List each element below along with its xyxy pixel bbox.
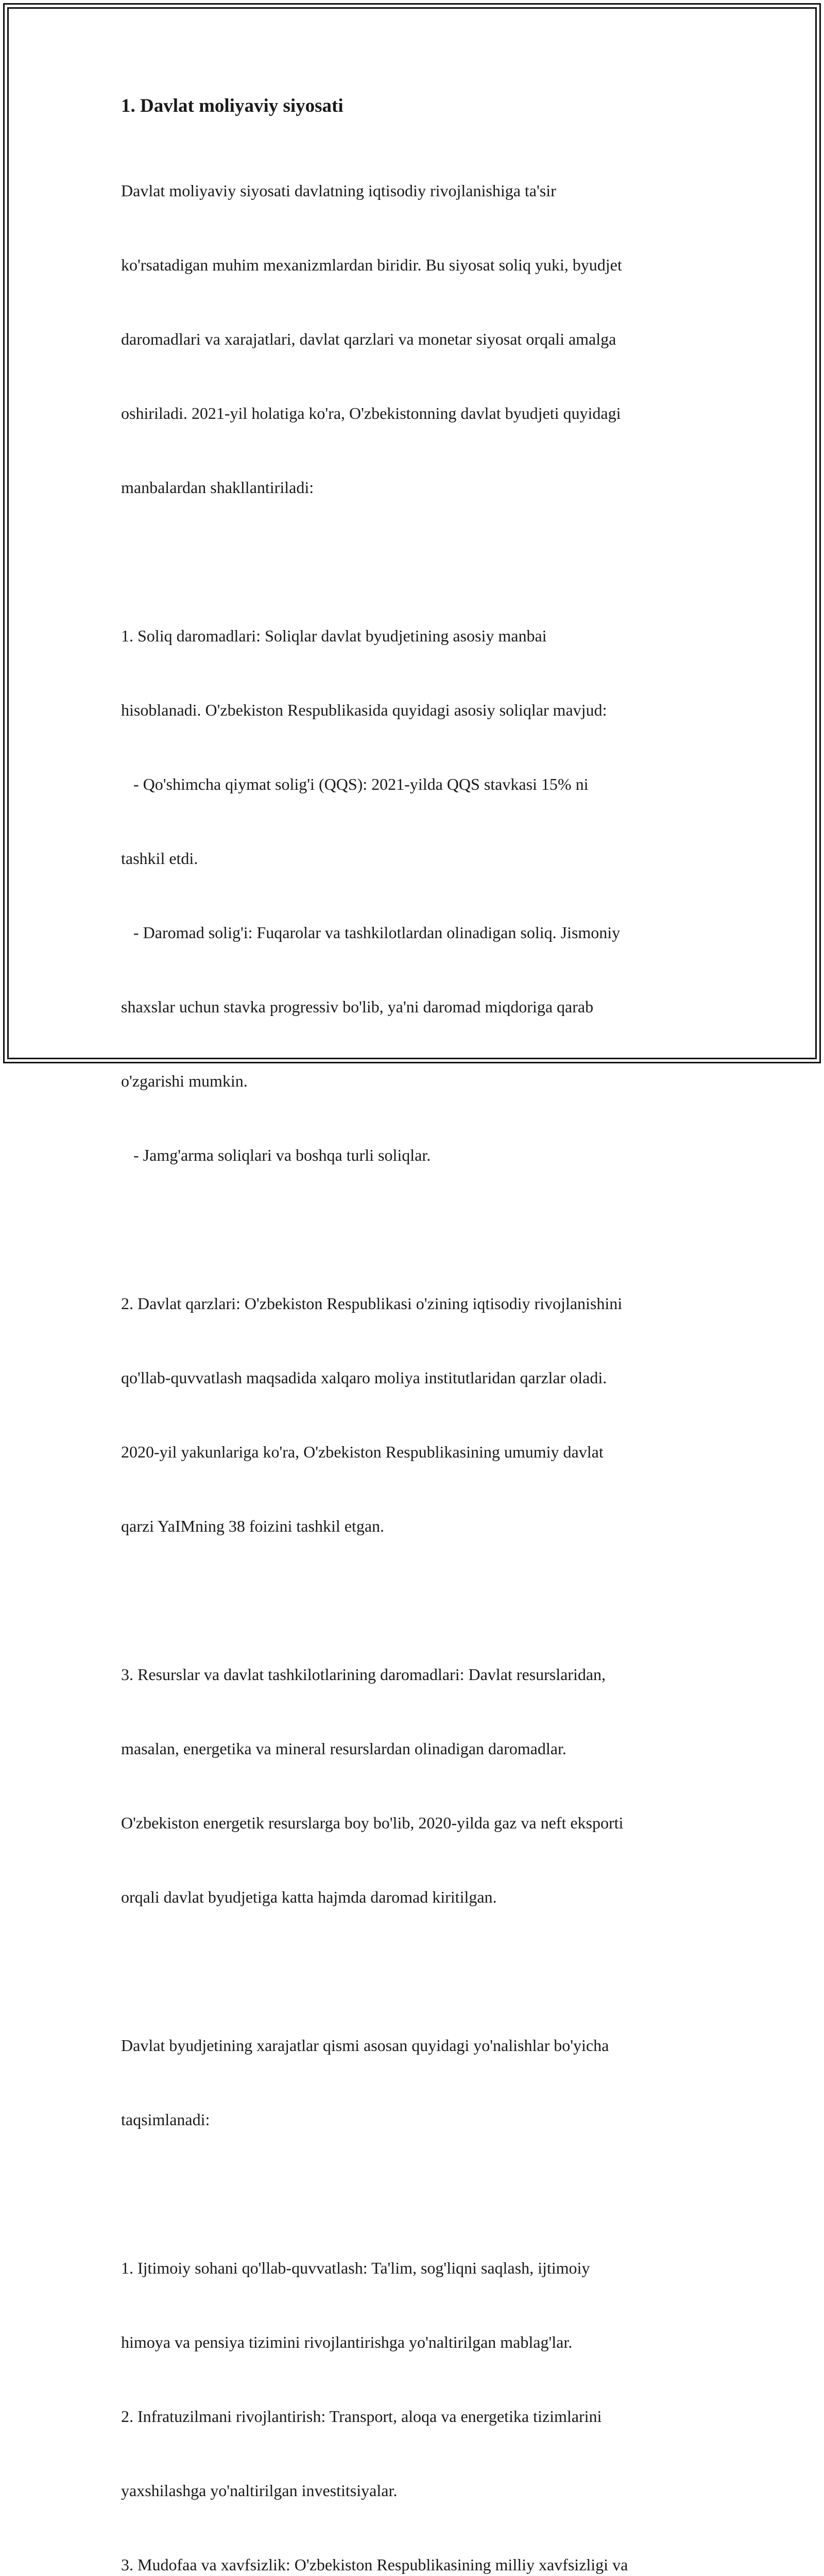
- text-line: [121, 1588, 718, 1613]
- document-body: [121, 95, 718, 2576]
- text-line: [121, 2181, 718, 2206]
- text-line: - Qo'shimcha qiymat solig'i (QQS): 2021-yilda QQS stavkasi 15% ni: [121, 775, 589, 794]
- text-line: - Daromad solig'i: Fuqarolar va tashkilotlardan olinadigan soliq. Jismoniy: [121, 923, 621, 942]
- document-text: [121, 129, 718, 2576]
- text-line: shaxslar uchun stavka progressiv bo'lib, ya'ni daromad miqdoriga qarab: [121, 997, 594, 1016]
- text-line: [121, 1217, 718, 1242]
- text-line: manbalardan shakllantiriladi:: [121, 478, 314, 497]
- text-line: [121, 1959, 718, 1984]
- text-line: ko'rsatadigan muhim mexanizmlardan biridir. Bu siyosat soliq yuki, byudjet: [121, 256, 622, 275]
- text-line: Davlat byudjetining xarajatlar qismi asosan quyidagi yo'nalishlar bo'yicha: [121, 2036, 609, 2055]
- text-line: himoya va pensiya tizimini rivojlantirishga yo'naltirilgan mablag'lar.: [121, 2333, 573, 2352]
- text-line: hisoblanadi. O'zbekiston Respublikasida quyidagi asosiy soliqlar mavjud:: [121, 701, 607, 720]
- text-line: 1. Ijtimoiy sohani qo'llab-quvvatlash: Ta'lim, sog'liqni saqlash, ijtimoiy: [121, 2259, 590, 2278]
- text-line: oshiriladi. 2021-yil holatiga ko'ra, O'zbekistonning davlat byudjeti quyidagi: [121, 404, 621, 423]
- text-line: 2. Davlat qarzlari: O'zbekiston Respublikasi o'zining iqtisodiy rivojlanishini: [121, 1294, 623, 1313]
- text-line: 3. Resurslar va davlat tashkilotlarining daromadlari: Davlat resurslaridan,: [121, 1665, 606, 1684]
- text-line: O'zbekiston energetik resurslarga boy bo'lib, 2020-yilda gaz va neft eksporti: [121, 1814, 624, 1833]
- text-line: taqsimlanadi:: [121, 2110, 210, 2129]
- text-line: qarzi YaIMning 38 foizini tashkil etgan.: [121, 1517, 385, 1536]
- text-line: 3. Mudofaa va xavfsizlik: O'zbekiston Respublikasining milliy xavfsizligi va: [121, 2555, 628, 2574]
- text-line: 2020-yil yakunlariga ko'ra, O'zbekiston Respublikasining umumiy davlat: [121, 1443, 604, 1462]
- text-line: Davlat moliyaviy siyosati davlatning iqtisodiy rivojlanishiga ta'sir: [121, 181, 556, 200]
- text-line: - Jamg'arma soliqlari va boshqa turli soliqlar.: [121, 1146, 431, 1165]
- text-line: [121, 549, 718, 574]
- document-title: 1. Davlat moliyaviy siyosati: [121, 95, 344, 116]
- text-line: daromadlari va xarajatlari, davlat qarzlari va monetar siyosat orqali amalga: [121, 330, 616, 349]
- text-line: yaxshilashga yo'naltirilgan investitsiyalar.: [121, 2481, 398, 2500]
- text-line: 2. Infratuzilmani rivojlantirish: Transport, aloqa va energetika tizimlarini: [121, 2407, 602, 2426]
- text-line: o'zgarishi mumkin.: [121, 1072, 248, 1091]
- text-line: 1. Soliq daromadlari: Soliqlar davlat byudjetining asosiy manbai: [121, 626, 547, 646]
- text-line: masalan, energetika va mineral resurslardan olinadigan daromadlar.: [121, 1739, 566, 1758]
- text-line: tashkil etdi.: [121, 849, 198, 868]
- text-line: qo'llab-quvvatlash maqsadida xalqaro moliya institutlaridan qarzlar oladi.: [121, 1368, 607, 1387]
- text-line: orqali davlat byudjetiga katta hajmda daromad kiritilgan.: [121, 1888, 497, 1907]
